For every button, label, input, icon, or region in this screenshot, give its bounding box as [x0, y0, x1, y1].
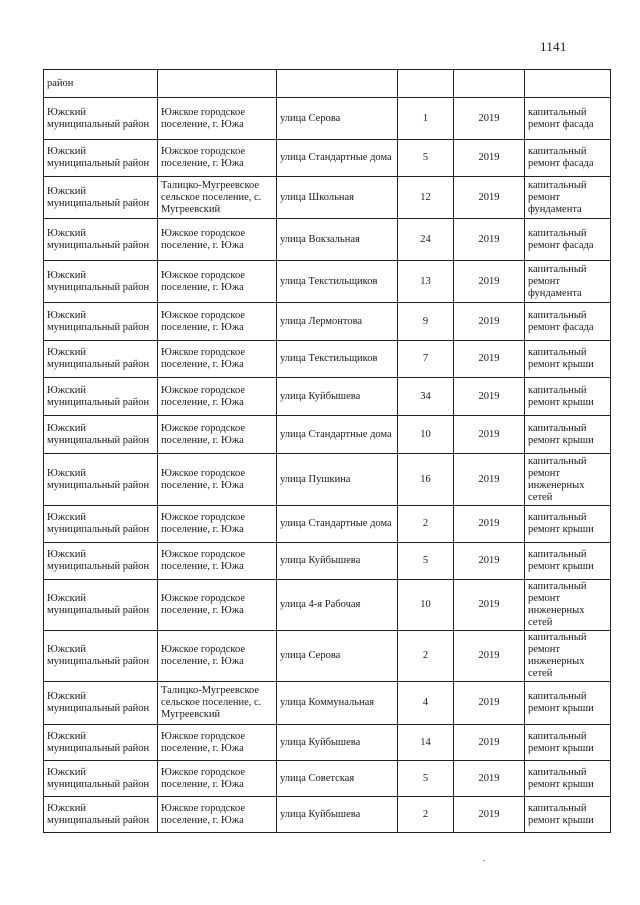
- house-number-cell: 4: [398, 682, 454, 725]
- settlement-cell: Южское городское поселение, г. Южа: [158, 725, 277, 761]
- street-cell: улица Вокзальная: [277, 219, 398, 261]
- house-number-cell: 2: [398, 631, 454, 682]
- settlement-cell: [158, 70, 277, 98]
- district-cell: Южский муниципальный район: [44, 725, 158, 761]
- street-cell: улица Куйбышева: [277, 797, 398, 833]
- street-cell: улица Серова: [277, 631, 398, 682]
- year-cell: 2019: [454, 416, 525, 454]
- table-row-continuation: [44, 70, 611, 98]
- settlement-cell: Южское городское поселение, г. Южа: [158, 506, 277, 543]
- district-cell: Южский муниципальный район: [44, 98, 158, 140]
- year-cell: 2019: [454, 454, 525, 506]
- street-cell: улица Коммунальная: [277, 682, 398, 725]
- work-type-cell: капитальный ремонт инженерных сетей: [525, 580, 611, 631]
- year-cell: 2019: [454, 797, 525, 833]
- district-cell: Южский муниципальный район: [44, 261, 158, 303]
- table-row: [44, 631, 611, 682]
- house-number-cell: 24: [398, 219, 454, 261]
- house-number-cell: [398, 70, 454, 98]
- year-cell: 2019: [454, 631, 525, 682]
- work-type-cell: капитальный ремонт фасада: [525, 219, 611, 261]
- table-row: [44, 303, 611, 341]
- street-cell: улица Текстильщиков: [277, 261, 398, 303]
- table-row: [44, 378, 611, 416]
- work-type-cell: капитальный ремонт крыши: [525, 761, 611, 797]
- table-row: [44, 725, 611, 761]
- work-type-cell: капитальный ремонт крыши: [525, 797, 611, 833]
- settlement-cell: Южское городское поселение, г. Южа: [158, 303, 277, 341]
- work-type-cell: капитальный ремонт фундамента: [525, 177, 611, 219]
- street-cell: улица Серова: [277, 98, 398, 140]
- table-row: [44, 682, 611, 725]
- district-cell: район: [44, 70, 158, 98]
- street-cell: улица Школьная: [277, 177, 398, 219]
- district-cell: Южский муниципальный район: [44, 580, 158, 631]
- year-cell: 2019: [454, 219, 525, 261]
- house-number-cell: 5: [398, 761, 454, 797]
- district-cell: Южский муниципальный район: [44, 506, 158, 543]
- district-cell: Южский муниципальный район: [44, 631, 158, 682]
- year-cell: 2019: [454, 378, 525, 416]
- work-type-cell: капитальный ремонт фасада: [525, 140, 611, 177]
- year-cell: 2019: [454, 580, 525, 631]
- scan-speck: [483, 860, 485, 861]
- house-number-cell: 5: [398, 140, 454, 177]
- table-row: [44, 761, 611, 797]
- table-row: [44, 98, 611, 140]
- house-number-cell: 10: [398, 580, 454, 631]
- street-cell: [277, 70, 398, 98]
- district-cell: Южский муниципальный район: [44, 303, 158, 341]
- work-type-cell: капитальный ремонт крыши: [525, 416, 611, 454]
- work-type-cell: капитальный ремонт крыши: [525, 506, 611, 543]
- table-row: [44, 261, 611, 303]
- district-cell: Южский муниципальный район: [44, 177, 158, 219]
- year-cell: 2019: [454, 543, 525, 580]
- table-row: [44, 219, 611, 261]
- settlement-cell: Южское городское поселение, г. Южа: [158, 378, 277, 416]
- year-cell: 2019: [454, 140, 525, 177]
- work-type-cell: капитальный ремонт крыши: [525, 543, 611, 580]
- district-cell: Южский муниципальный район: [44, 341, 158, 378]
- house-number-cell: 2: [398, 506, 454, 543]
- work-type-cell: капитальный ремонт фасада: [525, 303, 611, 341]
- house-number-cell: 12: [398, 177, 454, 219]
- settlement-cell: Южское городское поселение, г. Южа: [158, 140, 277, 177]
- street-cell: улица Лермонтова: [277, 303, 398, 341]
- table-row: [44, 177, 611, 219]
- settlement-cell: Южское городское поселение, г. Южа: [158, 98, 277, 140]
- street-cell: улица Стандартные дома: [277, 140, 398, 177]
- district-cell: Южский муниципальный район: [44, 682, 158, 725]
- table-row: [44, 543, 611, 580]
- street-cell: улица Текстильщиков: [277, 341, 398, 378]
- district-cell: Южский муниципальный район: [44, 543, 158, 580]
- settlement-cell: Южское городское поселение, г. Южа: [158, 797, 277, 833]
- work-type-cell: капитальный ремонт инженерных сетей: [525, 454, 611, 506]
- year-cell: 2019: [454, 761, 525, 797]
- table-row: [44, 506, 611, 543]
- district-cell: Южский муниципальный район: [44, 378, 158, 416]
- house-number-cell: 14: [398, 725, 454, 761]
- street-cell: улица Стандартные дома: [277, 416, 398, 454]
- work-type-cell: капитальный ремонт крыши: [525, 725, 611, 761]
- table-row: [44, 140, 611, 177]
- table-row: [44, 797, 611, 833]
- settlement-cell: Южское городское поселение, г. Южа: [158, 219, 277, 261]
- house-number-cell: 16: [398, 454, 454, 506]
- street-cell: улица 4-я Рабочая: [277, 580, 398, 631]
- work-type-cell: капитальный ремонт крыши: [525, 341, 611, 378]
- table-row: [44, 341, 611, 378]
- settlement-cell: Южское городское поселение, г. Южа: [158, 261, 277, 303]
- year-cell: 2019: [454, 303, 525, 341]
- work-type-cell: капитальный ремонт крыши: [525, 682, 611, 725]
- house-number-cell: 34: [398, 378, 454, 416]
- house-number-cell: 7: [398, 341, 454, 378]
- repair-registry-table: [43, 69, 611, 833]
- house-number-cell: 2: [398, 797, 454, 833]
- year-cell: 2019: [454, 506, 525, 543]
- street-cell: улица Пушкина: [277, 454, 398, 506]
- settlement-cell: Южское городское поселение, г. Южа: [158, 580, 277, 631]
- house-number-cell: 5: [398, 543, 454, 580]
- street-cell: улица Советская: [277, 761, 398, 797]
- settlement-cell: Талицко-Мугреевское сельское поселение, с. Мугреевский: [158, 177, 277, 219]
- district-cell: Южский муниципальный район: [44, 416, 158, 454]
- street-cell: улица Куйбышева: [277, 725, 398, 761]
- work-type-cell: капитальный ремонт инженерных сетей: [525, 631, 611, 682]
- table-row: [44, 580, 611, 631]
- house-number-cell: 1: [398, 98, 454, 140]
- table-body: [44, 70, 611, 833]
- year-cell: 2019: [454, 725, 525, 761]
- street-cell: улица Куйбышева: [277, 543, 398, 580]
- page-number: 1141: [540, 39, 567, 54]
- district-cell: Южский муниципальный район: [44, 140, 158, 177]
- house-number-cell: 13: [398, 261, 454, 303]
- table-row: [44, 416, 611, 454]
- settlement-cell: Южское городское поселение, г. Южа: [158, 454, 277, 506]
- year-cell: 2019: [454, 98, 525, 140]
- settlement-cell: Южское городское поселение, г. Южа: [158, 416, 277, 454]
- street-cell: улица Куйбышева: [277, 378, 398, 416]
- house-number-cell: 9: [398, 303, 454, 341]
- settlement-cell: Талицко-Мугреевское сельское поселение, с. Мугреевский: [158, 682, 277, 725]
- work-type-cell: капитальный ремонт фасада: [525, 98, 611, 140]
- year-cell: 2019: [454, 341, 525, 378]
- settlement-cell: Южское городское поселение, г. Южа: [158, 631, 277, 682]
- district-cell: Южский муниципальный район: [44, 797, 158, 833]
- year-cell: [454, 70, 525, 98]
- work-type-cell: капитальный ремонт крыши: [525, 378, 611, 416]
- year-cell: 2019: [454, 682, 525, 725]
- work-type-cell: [525, 70, 611, 98]
- settlement-cell: Южское городское поселение, г. Южа: [158, 761, 277, 797]
- house-number-cell: 10: [398, 416, 454, 454]
- table-row: [44, 454, 611, 506]
- district-cell: Южский муниципальный район: [44, 454, 158, 506]
- work-type-cell: капитальный ремонт фундамента: [525, 261, 611, 303]
- street-cell: улица Стандартные дома: [277, 506, 398, 543]
- district-cell: Южский муниципальный район: [44, 761, 158, 797]
- settlement-cell: Южское городское поселение, г. Южа: [158, 543, 277, 580]
- year-cell: 2019: [454, 261, 525, 303]
- settlement-cell: Южское городское поселение, г. Южа: [158, 341, 277, 378]
- district-cell: Южский муниципальный район: [44, 219, 158, 261]
- year-cell: 2019: [454, 177, 525, 219]
